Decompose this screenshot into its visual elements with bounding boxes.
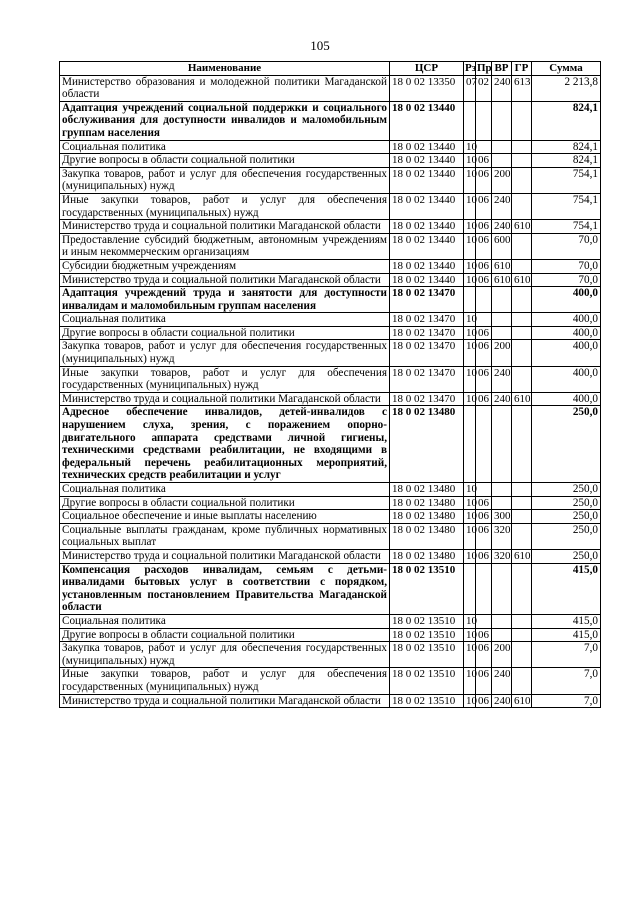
row-name: Закупка товаров, работ и услуг для обеспечения государственных (муниципальных) нужд [60,642,390,668]
row-gr: 610 [512,220,532,234]
header-vr: ВР [492,62,512,76]
header-name: Наименование [60,62,390,76]
row-csr: 18 0 02 13440 [390,154,464,168]
row-csr: 18 0 02 13440 [390,193,464,219]
row-gr [512,233,532,259]
row-rz [464,406,476,483]
row-pr: 06 [476,642,492,668]
table-row [60,259,601,273]
row-csr: 18 0 02 13480 [390,496,464,510]
row-pr: 06 [476,273,492,287]
row-vr: 240 [492,668,512,694]
row-csr: 18 0 02 13510 [390,668,464,694]
row-gr: 610 [512,694,532,708]
table-row [60,510,601,524]
row-sum: 250,0 [532,510,601,524]
row-csr: 18 0 02 13510 [390,642,464,668]
row-name: Другие вопросы в области социальной политики [60,154,390,168]
table-row [60,75,601,101]
row-pr [476,614,492,628]
row-vr [492,483,512,497]
table-row [60,642,601,668]
row-vr [492,614,512,628]
row-rz: 10 [464,140,476,154]
row-rz [464,101,476,140]
row-csr: 18 0 02 13470 [390,366,464,392]
header-pr: Пр [477,62,492,74]
row-pr: 06 [476,510,492,524]
row-sum: 400,0 [532,392,601,406]
row-vr [492,140,512,154]
row-pr [476,563,492,614]
row-csr: 18 0 02 13440 [390,233,464,259]
row-gr [512,483,532,497]
table-row [60,392,601,406]
row-name: Другие вопросы в области социальной политики [60,628,390,642]
row-rz: 10 [464,313,476,327]
row-sum: 824,1 [532,140,601,154]
row-pr: 06 [476,628,492,642]
row-name: Министерство труда и социальной политики Магаданской области [60,392,390,406]
row-csr: 18 0 02 13470 [390,313,464,327]
table-row [60,549,601,563]
row-pr: 06 [476,392,492,406]
row-sum: 250,0 [532,549,601,563]
row-name: Субсидии бюджетным учреждениям [60,259,390,273]
row-sum: 250,0 [532,406,601,483]
table-row [60,140,601,154]
row-sum: 2 213,8 [532,75,601,101]
row-sum: 754,1 [532,167,601,193]
row-vr: 600 [492,233,512,259]
row-name: Социальная политика [60,614,390,628]
row-vr [492,628,512,642]
table-row [60,273,601,287]
table-row [60,523,601,549]
row-csr: 18 0 02 13470 [390,287,464,313]
row-rz: 10 [464,694,476,708]
row-rz: 10 [464,233,476,259]
row-sum: 70,0 [532,259,601,273]
row-vr: 240 [492,75,512,101]
row-pr: 06 [476,523,492,549]
row-rz: 10 [464,549,476,563]
row-vr [492,406,512,483]
row-vr: 610 [492,259,512,273]
row-rz: 10 [464,523,476,549]
row-rz: 10 [464,392,476,406]
row-pr: 06 [476,259,492,273]
row-vr: 320 [492,523,512,549]
row-vr [492,326,512,340]
row-csr: 18 0 02 13440 [390,140,464,154]
table-row [60,340,601,366]
row-pr: 06 [476,366,492,392]
row-gr: 610 [512,392,532,406]
row-gr: 610 [512,273,532,287]
row-name: Иные закупки товаров, работ и услуг для обеспечения государственных (муниципальных) нужд [60,668,390,694]
header-rz: Рз [465,62,477,74]
row-rz: 10 [464,220,476,234]
row-name: Адаптация учреждений труда и занятости для доступности инвалидам и маломобильным группам населения [60,287,390,313]
row-gr [512,614,532,628]
row-vr: 240 [492,366,512,392]
row-csr: 18 0 02 13350 [390,75,464,101]
row-sum: 400,0 [532,287,601,313]
row-csr: 18 0 02 13440 [390,167,464,193]
row-sum: 415,0 [532,628,601,642]
row-gr [512,154,532,168]
row-pr [476,140,492,154]
row-gr [512,259,532,273]
row-name: Другие вопросы в области социальной политики [60,496,390,510]
row-rz: 10 [464,614,476,628]
table-header-row [60,62,601,76]
row-rz: 10 [464,628,476,642]
row-csr: 18 0 02 13470 [390,340,464,366]
row-pr: 06 [476,549,492,563]
row-sum: 824,1 [532,101,601,140]
row-gr [512,406,532,483]
table-row [60,563,601,614]
row-vr [492,563,512,614]
row-rz: 10 [464,366,476,392]
row-name: Адресное обеспечение инвалидов, детей-инвалидов с нарушением слуха, зрения, с поражением опорно-двигательного аппарата средствами личной гигиены, техническими средствами реабилитации, не входящими в федеральный перечень реабилитационных мероприятий, технических средств реабилитации и услуг [60,406,390,483]
row-gr [512,563,532,614]
row-name: Социальное обеспечение и иные выплаты населению [60,510,390,524]
table-row [60,366,601,392]
row-rz: 10 [464,510,476,524]
row-pr: 06 [476,694,492,708]
row-vr [492,101,512,140]
row-vr [492,154,512,168]
row-rz: 10 [464,340,476,366]
row-sum: 400,0 [532,326,601,340]
row-name: Социальная политика [60,483,390,497]
row-csr: 18 0 02 13480 [390,483,464,497]
row-rz: 10 [464,668,476,694]
row-vr [492,313,512,327]
row-name: Министерство труда и социальной политики Магаданской области [60,220,390,234]
row-name: Иные закупки товаров, работ и услуг для обеспечения государственных (муниципальных) нужд [60,366,390,392]
row-vr: 300 [492,510,512,524]
row-vr: 610 [492,273,512,287]
row-pr: 02 [476,75,492,101]
row-pr [476,101,492,140]
row-gr [512,668,532,694]
row-gr [512,628,532,642]
row-name: Предоставление субсидий бюджетным, автономным учреждениям и иным некоммерческим организациям [60,233,390,259]
row-sum: 400,0 [532,313,601,327]
row-sum: 824,1 [532,154,601,168]
row-name: Закупка товаров, работ и услуг для обеспечения государственных (муниципальных) нужд [60,340,390,366]
row-name: Министерство труда и социальной политики Магаданской области [60,273,390,287]
row-csr: 18 0 02 13480 [390,549,464,563]
header-gr: ГР [512,62,532,76]
table-row [60,101,601,140]
row-sum: 415,0 [532,614,601,628]
row-sum: 250,0 [532,523,601,549]
table-row [60,614,601,628]
table-row [60,167,601,193]
row-sum: 70,0 [532,273,601,287]
row-csr: 18 0 02 13440 [390,220,464,234]
row-name: Адаптация учреждений социальной поддержки и социального обслуживания для доступности инвалидов и маломобильным группам населения [60,101,390,140]
row-vr: 240 [492,220,512,234]
row-csr: 18 0 02 13480 [390,523,464,549]
row-sum: 400,0 [532,340,601,366]
row-gr [512,101,532,140]
row-pr: 06 [476,154,492,168]
row-gr [512,193,532,219]
row-gr [512,642,532,668]
row-csr: 18 0 02 13440 [390,259,464,273]
row-sum: 415,0 [532,563,601,614]
row-vr [492,496,512,510]
row-csr: 18 0 02 13480 [390,510,464,524]
row-pr [476,483,492,497]
table-row [60,154,601,168]
row-name: Иные закупки товаров, работ и услуг для обеспечения государственных (муниципальных) нужд [60,193,390,219]
row-csr: 18 0 02 13510 [390,563,464,614]
table-row [60,406,601,483]
row-name: Закупка товаров, работ и услуг для обеспечения государственных (муниципальных) нужд [60,167,390,193]
table-row [60,326,601,340]
row-name: Социальные выплаты гражданам, кроме публичных нормативных социальных выплат [60,523,390,549]
row-gr [512,313,532,327]
row-gr: 610 [512,549,532,563]
header-csr: ЦСР [390,62,464,76]
row-gr [512,140,532,154]
row-csr: 18 0 02 13510 [390,628,464,642]
row-name: Компенсация расходов инвалидам, семьям с детьми-инвалидами бытовых услуг в соответствии с порядком, установленным постановлением Правительства Магаданской области [60,563,390,614]
row-rz: 10 [464,273,476,287]
row-gr [512,326,532,340]
row-sum: 7,0 [532,642,601,668]
row-vr: 240 [492,694,512,708]
row-rz: 10 [464,642,476,668]
row-csr: 18 0 02 13510 [390,694,464,708]
row-pr: 06 [476,220,492,234]
row-csr: 18 0 02 13470 [390,392,464,406]
row-rz [464,563,476,614]
table-row [60,628,601,642]
row-sum: 7,0 [532,668,601,694]
header-sum: Сумма [532,62,601,76]
row-pr: 06 [476,193,492,219]
row-rz: 10 [464,167,476,193]
row-csr: 18 0 02 13480 [390,406,464,483]
row-gr [512,340,532,366]
row-rz: 10 [464,496,476,510]
row-gr [512,287,532,313]
row-pr: 06 [476,496,492,510]
row-csr: 18 0 02 13440 [390,273,464,287]
row-gr [512,510,532,524]
row-name: Министерство труда и социальной политики Магаданской области [60,694,390,708]
row-sum: 754,1 [532,220,601,234]
row-name: Социальная политика [60,140,390,154]
page-number: 105 [310,38,330,53]
row-vr: 240 [492,392,512,406]
row-rz: 10 [464,326,476,340]
row-rz: 07 [464,75,476,101]
row-rz: 10 [464,193,476,219]
row-vr: 320 [492,549,512,563]
table-row [60,668,601,694]
row-sum: 250,0 [532,483,601,497]
row-sum: 400,0 [532,366,601,392]
row-name: Министерство образования и молодежной политики Магаданской области [60,75,390,101]
table-row [60,233,601,259]
row-name: Социальная политика [60,313,390,327]
row-rz: 10 [464,259,476,273]
row-pr [476,406,492,483]
row-name: Другие вопросы в области социальной политики [60,326,390,340]
row-vr: 200 [492,167,512,193]
table-row [60,496,601,510]
row-gr [512,366,532,392]
row-gr [512,523,532,549]
budget-table [59,61,601,708]
row-pr [476,313,492,327]
row-pr: 06 [476,668,492,694]
row-vr: 200 [492,642,512,668]
row-csr: 18 0 02 13440 [390,101,464,140]
row-csr: 18 0 02 13510 [390,614,464,628]
table-row [60,483,601,497]
row-rz: 10 [464,483,476,497]
row-pr: 06 [476,233,492,259]
row-pr: 06 [476,167,492,193]
row-pr [476,287,492,313]
row-sum: 754,1 [532,193,601,219]
table-row [60,220,601,234]
row-pr: 06 [476,326,492,340]
row-gr: 613 [512,75,532,101]
row-rz [464,287,476,313]
table-body [60,75,601,708]
row-vr: 200 [492,340,512,366]
row-name: Министерство труда и социальной политики Магаданской области [60,549,390,563]
table-row [60,313,601,327]
table-row [60,193,601,219]
row-rz: 10 [464,154,476,168]
row-vr: 240 [492,193,512,219]
row-sum: 250,0 [532,496,601,510]
row-pr: 06 [476,340,492,366]
table-row [60,694,601,708]
row-sum: 7,0 [532,694,601,708]
row-vr [492,287,512,313]
row-gr [512,496,532,510]
row-gr [512,167,532,193]
row-sum: 70,0 [532,233,601,259]
table-row [60,287,601,313]
row-csr: 18 0 02 13470 [390,326,464,340]
